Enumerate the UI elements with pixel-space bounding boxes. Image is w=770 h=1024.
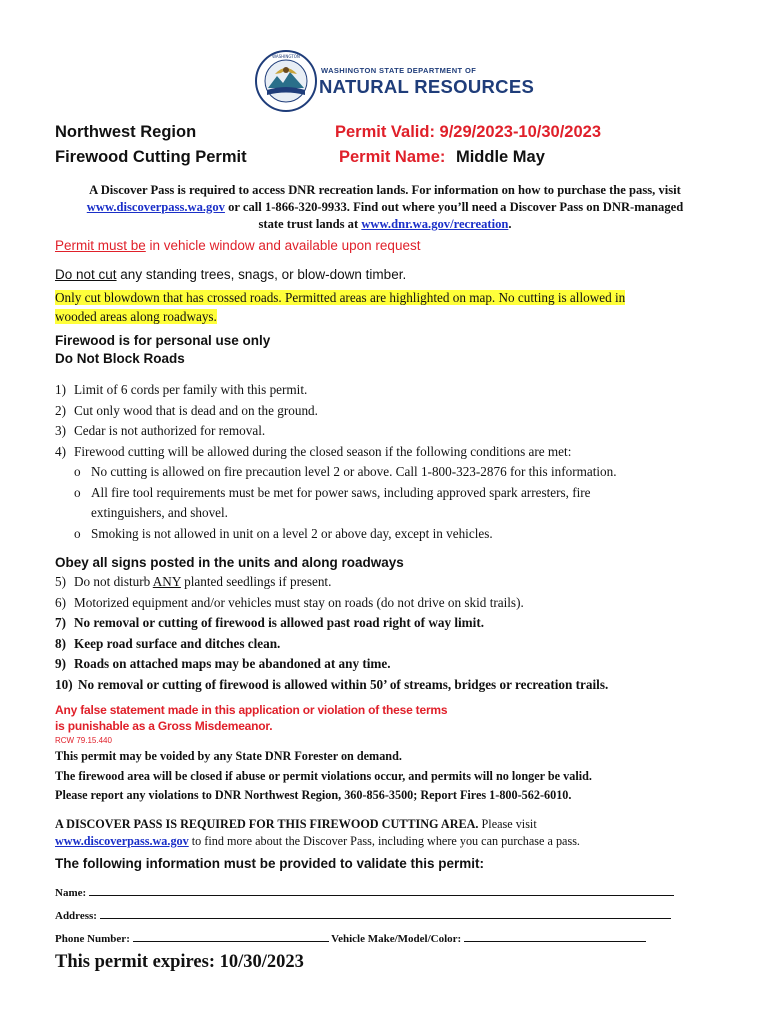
dnr-seal-icon [255, 50, 317, 112]
condition-continuation: extinguishers, and shovel. [91, 505, 228, 520]
phone-vehicle-row [55, 930, 646, 945]
rule-number: 3) [55, 423, 66, 438]
condition-text: All fire tool requirements must be met for power saws, including approved spark arresters, fire [91, 484, 591, 500]
highlighted-instructions [55, 288, 625, 326]
intro-text-1: A Discover Pass is required to access DNR recreation lands. For information on how to purchase the pass, visit [89, 183, 681, 197]
rule-text: No removal or cutting of firewood is allowed past road right of way limit. [74, 615, 485, 630]
name-field-row [55, 884, 674, 899]
rule-item [55, 442, 571, 463]
rule-number: 8) [55, 635, 66, 651]
rule-text: Motorized equipment and/or vehicles must stay on roads (do not drive on skid trails). [74, 594, 524, 610]
permit-display-notice [55, 238, 420, 253]
intro-period: . [508, 217, 512, 231]
intro-text-2: or call 1-866-320-9933. Find out where you’ll need a Discover Pass on DNR-managed [224, 200, 684, 214]
rule-item [55, 654, 608, 675]
address-field-row [55, 907, 671, 922]
discover-text-2: to find more about the Discover Pass, including where you can purchase a pass. [188, 834, 580, 848]
rule-text: Roads on attached maps may be abandoned at any time. [74, 656, 391, 671]
highlight-line-1: Only cut blowdown that has crossed roads. Permitted areas are highlighted on map. No cutting is allowed in [55, 290, 626, 305]
name-field[interactable] [89, 884, 674, 896]
permit-expiration: This permit expires: 10/30/2023 [55, 952, 304, 972]
do-not-cut: Do not cut [55, 267, 117, 282]
rule-text: Cut only wood that is dead and on the ground. [74, 402, 318, 418]
rule-number: 10) [55, 676, 73, 692]
no-cut-notice [55, 267, 406, 282]
rule-item [55, 634, 608, 655]
rule-item [55, 593, 608, 614]
agency-name: NATURAL RESOURCES [319, 76, 535, 97]
rule-text: Limit of 6 cords per family with this permit. [74, 382, 308, 397]
rule-number: 9) [55, 656, 66, 671]
permit-name-label: Permit Name: [339, 148, 446, 166]
condition-text: No cutting is allowed on fire precaution level 2 or above. Call 1-800-323-2876 for this information. [91, 464, 617, 479]
phone-field[interactable] [133, 930, 329, 942]
rule-item [55, 675, 608, 696]
vehicle-field[interactable] [464, 930, 646, 942]
rule-number: 7) [55, 615, 66, 630]
personal-use-heading: Firewood is for personal use only [55, 333, 271, 348]
no-block-heading: Do Not Block Roads [55, 351, 185, 366]
rule-text: No removal or cutting of firewood is allowed within 50’ of streams, bridges or recreation trails. [78, 676, 609, 692]
permit-display-rest: in vehicle window and available upon request [145, 238, 421, 253]
condition-item [74, 483, 617, 504]
permit-must-be: Permit must be [55, 238, 146, 253]
rule-number: 6) [55, 594, 66, 610]
rule-item [55, 572, 608, 593]
discover-text: Please visit [478, 817, 537, 831]
permit-notices [55, 747, 592, 806]
svg-text:WASHINGTON: WASHINGTON [272, 54, 300, 59]
vehicle-label: Vehicle Make/Model/Color: [331, 933, 462, 945]
phone-label: Phone Number: [55, 933, 130, 945]
intro-text-3: state trust lands at [258, 217, 362, 231]
bullet-icon: o [74, 464, 81, 479]
warning-line-2: is punishable as a Gross Misdemeanor. [55, 719, 273, 733]
rules-list [55, 380, 571, 462]
rule-emphasis: ANY [152, 574, 181, 589]
dnr-logo [255, 50, 535, 120]
rule-item [55, 421, 571, 442]
dnr-recreation-link[interactable]: www.dnr.wa.gov/recreation [361, 217, 509, 231]
rule-text: Do not disturb [74, 574, 153, 589]
address-field[interactable] [100, 907, 671, 919]
conditions-list [74, 462, 617, 544]
report-notice: Please report any violations to DNR Northwest Region, 360-856-3500; Report Fires 1-800-562-6010. [55, 788, 572, 802]
rule-item [55, 401, 571, 422]
obey-signs-heading: Obey all signs posted in the units and along roadways [55, 555, 404, 570]
permit-valid-dates: Permit Valid: 9/29/2023-10/30/2023 [335, 123, 602, 141]
condition-item [74, 524, 617, 545]
validate-heading: The following information must be provided to validate this permit: [55, 856, 485, 871]
rule-text: planted seedlings if present. [180, 574, 332, 589]
condition-text: Smoking is not allowed in unit on a level 2 or above day, except in vehicles. [91, 525, 493, 541]
rule-item [55, 613, 608, 634]
discover-pass-notice [55, 816, 580, 850]
bullet-icon: o [74, 525, 81, 541]
discoverpass-link-2[interactable]: www.discoverpass.wa.gov [55, 834, 189, 848]
permit-name-value: Middle May [455, 148, 545, 166]
no-cut-rest: any standing trees, snags, or blow-down timber. [116, 267, 407, 282]
discover-required: A DISCOVER PASS IS REQUIRED FOR THIS FIREWOOD CUTTING AREA. [55, 817, 479, 831]
rule-number: 1) [55, 382, 66, 397]
bullet-icon: o [74, 484, 81, 500]
rule-number: 5) [55, 574, 66, 589]
voided-notice: This permit may be voided by any State DNR Forester on demand. [55, 749, 402, 763]
region-title: Northwest Region [55, 123, 197, 141]
rcw-reference: RCW 79.15.440 [55, 736, 112, 745]
condition-item [74, 462, 617, 483]
rule-number: 4) [55, 443, 66, 459]
warning-line-1: Any false statement made in this application or violation of these terms [55, 703, 448, 717]
permit-title: Firewood Cutting Permit [55, 148, 247, 166]
agency-subtitle: WASHINGTON STATE DEPARTMENT OF [321, 66, 477, 75]
address-label: Address: [55, 910, 97, 922]
intro-paragraph [55, 182, 715, 233]
discoverpass-link[interactable]: www.discoverpass.wa.gov [86, 200, 225, 214]
highlight-line-2: wooded areas along roadways. [55, 309, 217, 324]
rule-item [55, 380, 571, 401]
rule-text: Keep road surface and ditches clean. [74, 635, 281, 651]
rules-list-2 [55, 572, 608, 695]
permit-name-row [339, 148, 545, 167]
name-label: Name: [55, 887, 87, 899]
rule-text: Cedar is not authorized for removal. [74, 423, 266, 438]
false-statement-warning [55, 702, 447, 734]
closure-notice: The firewood area will be closed if abuse or permit violations occur, and permits will no longer be valid. [55, 768, 592, 783]
rule-number: 2) [55, 402, 66, 418]
rule-text: Firewood cutting will be allowed during the closed season if the following conditions are met: [74, 443, 572, 459]
